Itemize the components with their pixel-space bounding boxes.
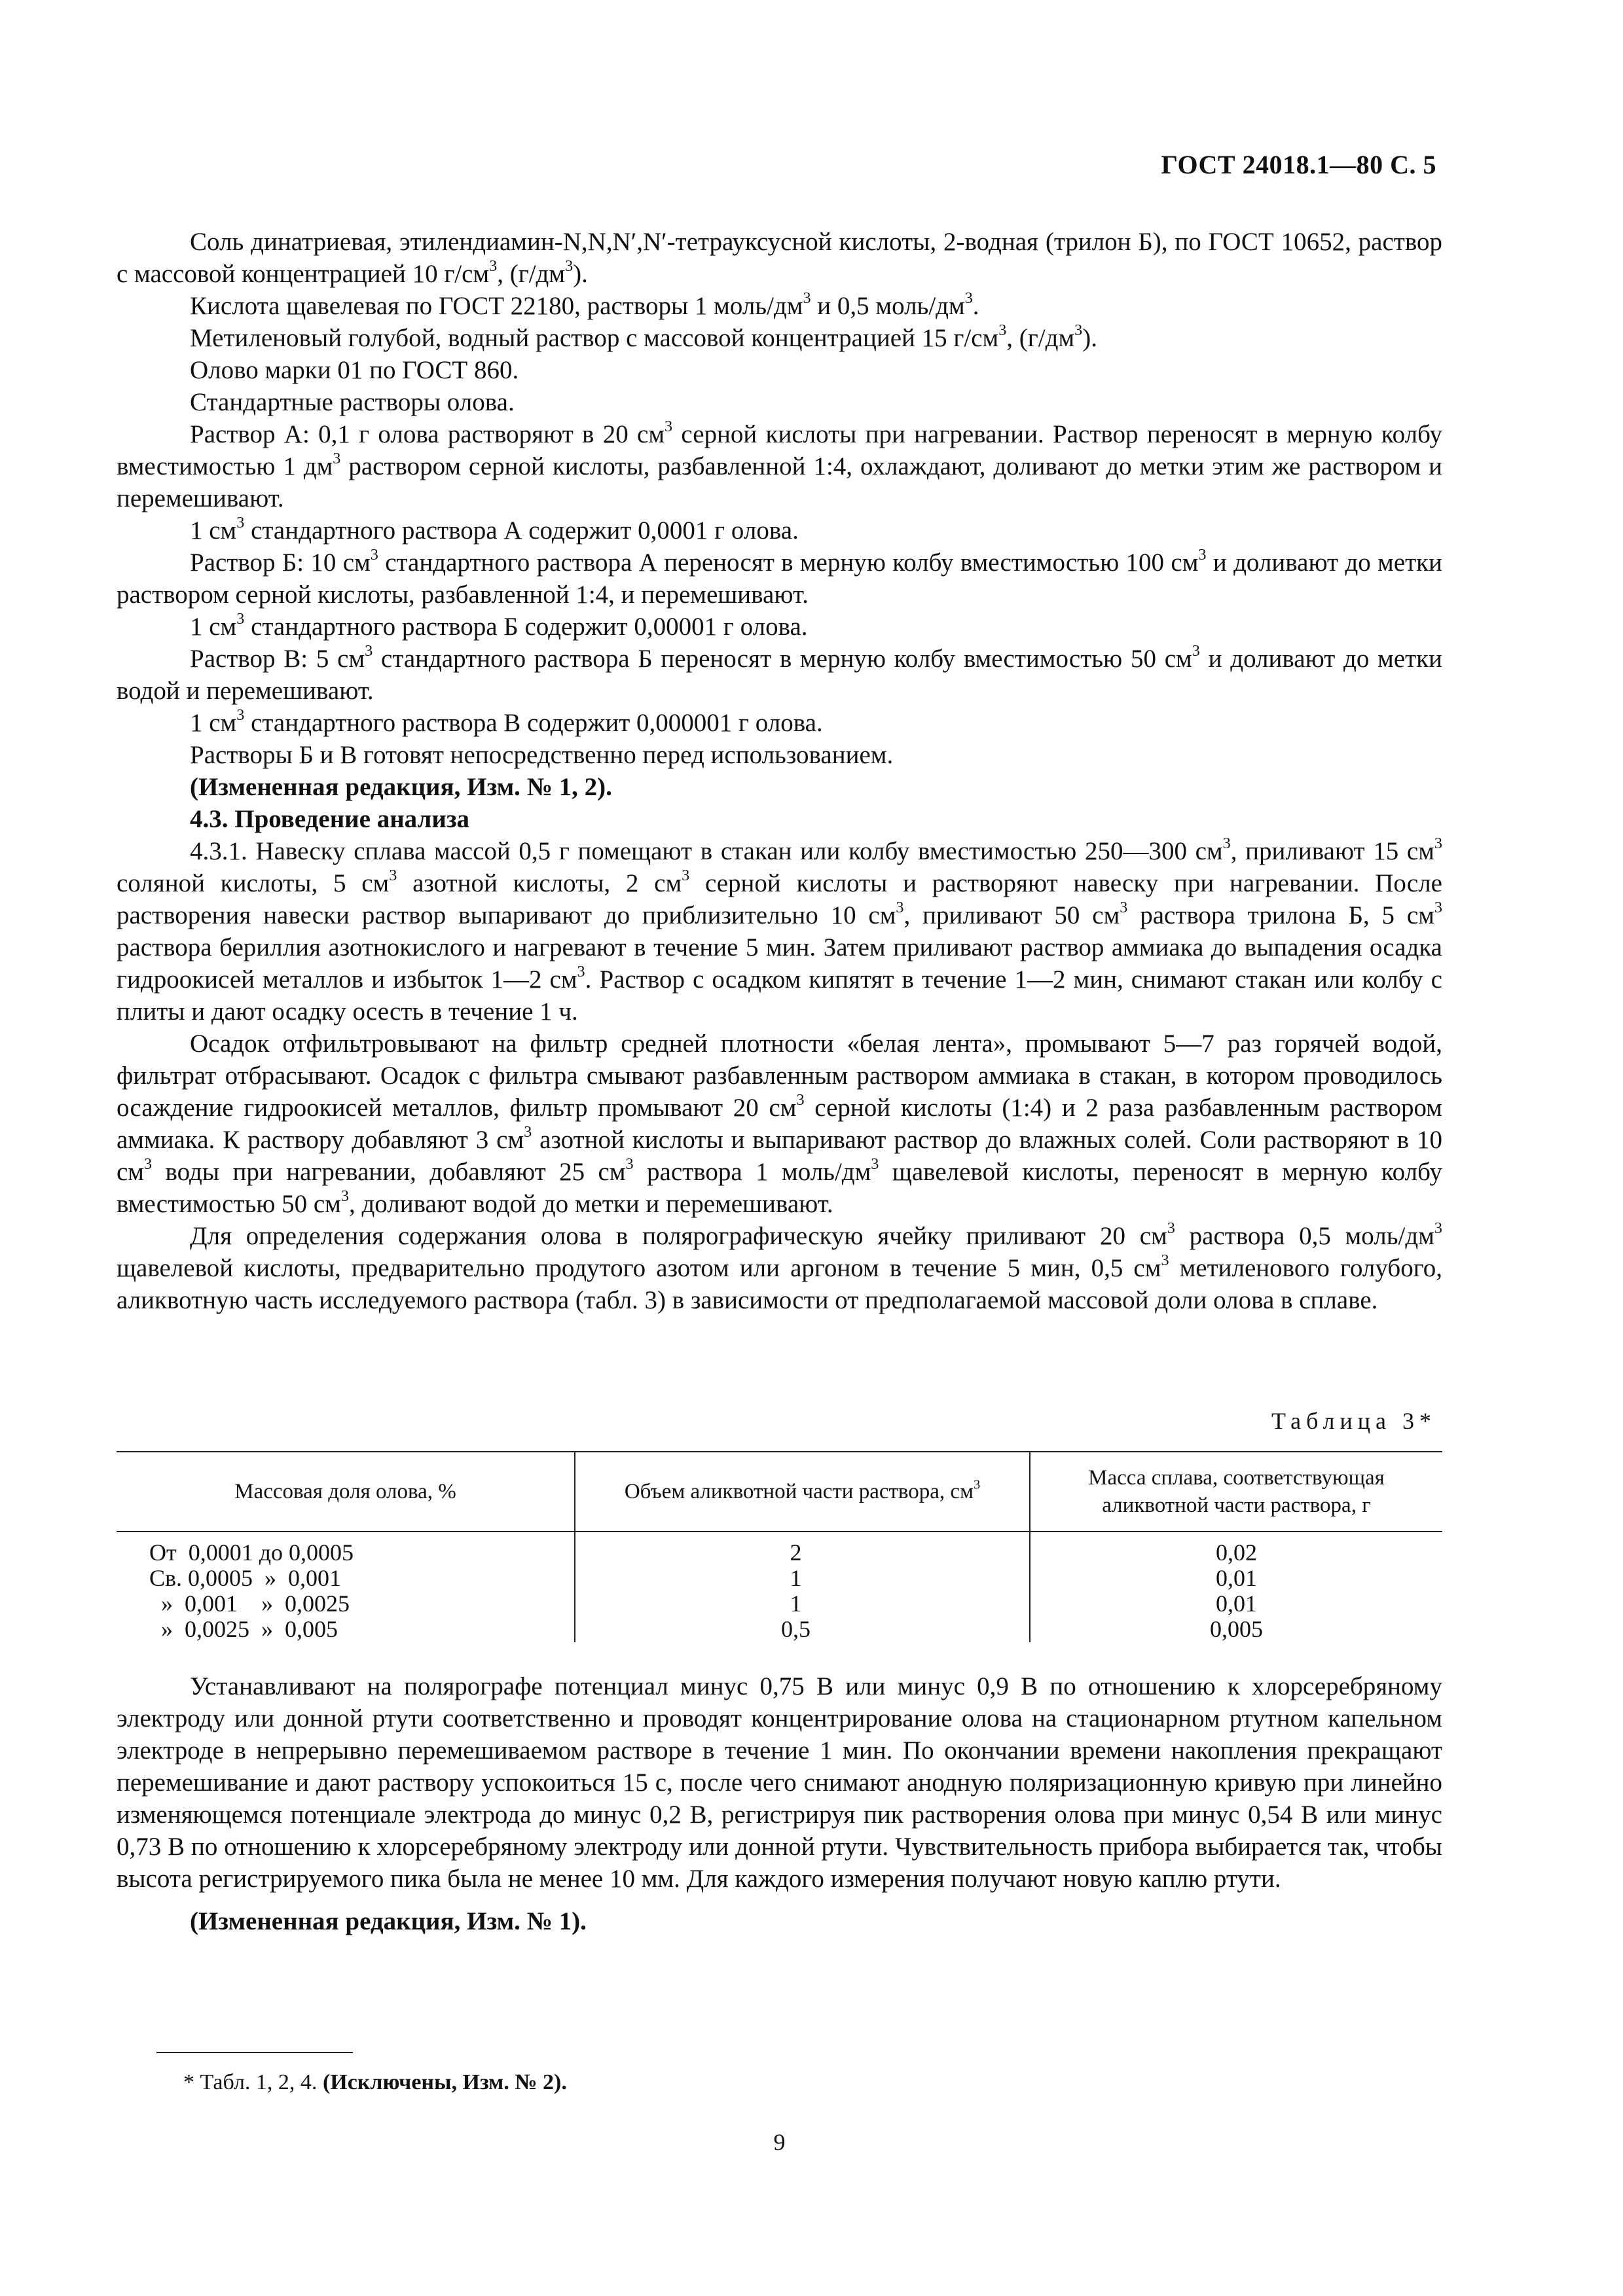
paragraph-solution-a: Раствор А: 0,1 г олова растворяют в 20 $см^3$ серной кислоты при нагревании. Раствор переносят в мерную колбу вместимостью 1 $дм^3$ раствором серной кислоты, разбавленной 1:4, охлаждают, доливают до метки этим же раствором и перемешивают. [117, 418, 1442, 512]
paragraph-trilon: Соль динатриевая, этилендиамин-N,N,N′,N′-тетрауксусной кислоты, 2-водная (трилон Б), по ГОСТ 10652, раствор с массовой концентрацией 10 $г/см^3$, $(г/дм^3)$. [117, 228, 1442, 288]
table-row [117, 1532, 1442, 1566]
table-header-row [117, 1452, 1442, 1532]
section-heading: 4.3. Проведение анализа [190, 805, 470, 833]
paragraph-determination: Для определения содержания олова в полярографическую ячейку приливают 20 $см^3$ раствора 0,5 моль/$дм^3$ щавелевой кислоты, предварительно продутого азотом или аргоном в течение 5 мин, 0,5 $см^3$ метиленового голубого, аликвотную часть исследуемого раствора (табл. 3) в зависимости от предполагаемой массовой доли олова в сплаве. [117, 1219, 1443, 1314]
paragraph-solution-v-content: 1 $см^3$ стандартного раствора В содержит 0,000001 г олова. [190, 706, 823, 737]
paragraph-solution-a-content: 1 $см^3$ стандартного раствора А содержит 0,0001 г олова. [190, 514, 799, 545]
paragraph-filtration: Осадок отфильтровывают на фильтр средней плотности «белая лента», промывают 5—7 раз горячей водой, фильтрат отбрасывают. Осадок с фильтра смывают разбавленным раствором аммиака в стакан, в котором проводилось осаждение гидроокисей металлов, фильтр промывают 20 $см^3$ серной кислоты (1:4) и 2 раза разбавленным раствором аммиака. К раствору добавляют 3 $см^3$ азотной кислоты и выпаривают раствор до влажных солей. Соли растворяют в 10 $см^3$ воды при нагревании, добавляют 25 $см^3$ раствора 1 моль/$дм^3$ щавелевой кислоты, переносят в мерную колбу вместимостью 50 $см^3$, доливают водой до метки и перемешивают. [117, 1030, 1442, 1218]
cell-alloy-mass: 0,01 [1030, 1591, 1442, 1617]
page-number: 9 [773, 2129, 786, 2155]
amendment-note: (Измененная редакция, Изм. № 1, 2). [190, 773, 612, 801]
cell-tin-fraction: » 0,001 » 0,0025 [149, 1590, 350, 1617]
paragraph-solution-b-content: 1 $см^3$ стандартного раствора Б содержит 0,00001 г олова. [190, 610, 808, 641]
paragraph-solution-b: Раствор Б: 10 $см^3$ стандартного раствора А переносят в мерную колбу вместимостью 100 $см^3$ и доливают до метки раствором серной кислоты, разбавленной 1:4, и перемешивают. [117, 546, 1442, 609]
amendment-note-2: (Измененная редакция, Изм. № 1). [190, 1907, 587, 1935]
paragraph-4-3-1: 4.3.1. Навеску сплава массой 0,5 г помещают в стакан или колбу вместимостью 250—300 $см^3$, приливают 15 $см^3$ соляной кислоты, 5 $см^3$ азотной кислоты, 2 $см^3$ серной кислоты и растворяют навеску при нагревании. После растворения навески раствор выпаривают до приблизительно 10 $см^3$, приливают 50 $см^3$ раствора трилона Б, 5 $см^3$ раствора бериллия азотнокислого и нагревают в течение 5 мин. Затем приливают раствор аммиака до выпадения осадка гидроокисей металлов и избыток 1—2 $см^3$. Раствор с осадком кипятят в течение 1—2 мин, снимают стакан или колбу с плиты и дают осадку осесть в течение 1 ч. [117, 834, 1442, 1026]
header-alloy-mass: Масса сплава, соответствующая аликвотной части раствора, г [1030, 1452, 1442, 1532]
header-tin-fraction: Массовая доля олова, % [117, 1452, 575, 1532]
cell-aliquot-volume: 1 [575, 1566, 1030, 1591]
footnote-divider [156, 2052, 353, 2053]
table-row [117, 1566, 1442, 1591]
aliquot-table [117, 1451, 1442, 1642]
header-aliquot-volume: Объем аликвотной части раствора, $см^3$ [575, 1452, 1030, 1532]
cell-alloy-mass: 0,005 [1030, 1617, 1442, 1642]
cell-alloy-mass: 0,01 [1030, 1566, 1442, 1591]
cell-aliquot-volume: 2 [575, 1532, 1030, 1566]
paragraph-standards: Стандартные растворы олова. [190, 388, 515, 416]
cell-tin-fraction: Св. 0,0005 » 0,001 [149, 1565, 342, 1591]
footnote: * Табл. 1, 2, 4. (Исключены, Изм. № 2). [183, 2070, 567, 2094]
cell-aliquot-volume: 1 [575, 1591, 1030, 1617]
cell-tin-fraction: » 0,0025 » 0,005 [149, 1616, 338, 1642]
table-caption: Таблица 3* [1271, 1408, 1436, 1434]
paragraph-oxalic-acid: Кислота щавелевая по ГОСТ 22180, растворы 1 моль/$дм^3$ и 0,5 моль/$дм^3$. [190, 289, 979, 320]
page-header: ГОСТ 24018.1—80 С. 5 [1161, 150, 1436, 179]
post-table-text-block [117, 1670, 1442, 1937]
main-text-block [117, 226, 1442, 1316]
paragraph-solution-v: Раствор В: 5 $см^3$ стандартного раствора Б переносят в мерную колбу вместимостью 50 $см^3$ и доливают до метки водой и перемешивают. [117, 642, 1442, 705]
cell-aliquot-volume: 0,5 [575, 1617, 1030, 1642]
cell-alloy-mass: 0,02 [1030, 1532, 1442, 1566]
paragraph-polarograph: Устанавливают на полярографе потенциал минус 0,75 В или минус 0,9 В по отношению к хлорсеребряному электроду или донной ртути соответственно и проводят концентрирование олова на стационарном ртутном капельном электроде в непрерывно перемешиваемом растворе в течение 1 мин. По окончании времени накопления прекращают перемешивание и дают раствору успокоиться 15 с, после чего снимают анодную поляризационную кривую при линейно изменяющемся потенциале электрода до минус 0,2 В, регистрируя пик растворения олова при минус 0,54 В или минус 0,73 В по отношению к хлорсеребряному электроду или донной ртути. Чувствительность прибора выбирается так, чтобы высота регистрируемого пика была не менее 10 мм. Для каждого измерения получают новую каплю ртути. [117, 1672, 1442, 1893]
cell-tin-fraction: От 0,0001 до 0,0005 [149, 1539, 354, 1566]
paragraph-methylene-blue: Метиленовый голубой, водный раствор с массовой концентрацией 15 $г/см^3$, $(г/дм^3)$. [190, 321, 1097, 352]
table-row [117, 1591, 1442, 1617]
paragraph-prep-note: Растворы Б и В готовят непосредственно перед использованием. [190, 741, 894, 769]
paragraph-tin: Олово марки 01 по ГОСТ 860. [190, 356, 519, 384]
table-row [117, 1617, 1442, 1642]
